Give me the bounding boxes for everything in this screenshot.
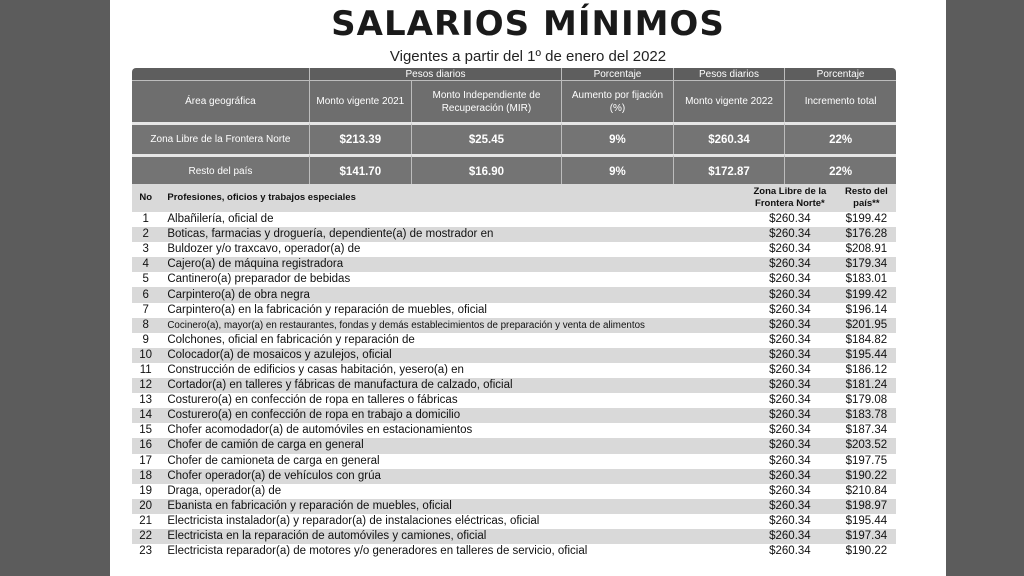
- row-number: 20: [132, 499, 159, 514]
- summary-header-area: Área geográfica: [132, 81, 310, 122]
- table-row: [132, 333, 896, 348]
- row-number: 16: [132, 438, 159, 453]
- row-profession-name: Draga, operador(a) de: [159, 484, 743, 499]
- summary-group-porcentaje-2: Porcentaje: [785, 68, 896, 81]
- row-zona-libre-value: $260.34: [743, 469, 837, 484]
- summary-group-pesos-diarios-1: Pesos diarios: [310, 68, 562, 81]
- row-resto-value: $187.34: [837, 423, 896, 438]
- row-resto-value: $210.84: [837, 484, 896, 499]
- row-zona-libre-value: $260.34: [743, 438, 837, 453]
- row-profession-name: Construcción de edificios y casas habitación, yesero(a) en: [159, 363, 743, 378]
- summary-cell-aumento: 9%: [562, 154, 674, 186]
- table-row: [132, 544, 896, 559]
- row-profession-name: Cocinero(a), mayor(a) en restaurantes, fondas y demás establecimientos de preparación y venta de alimentos: [159, 318, 743, 333]
- row-zona-libre-value: $260.34: [743, 287, 837, 302]
- row-resto-value: $181.24: [837, 378, 896, 393]
- row-resto-value: $195.44: [837, 348, 896, 363]
- table-row: [132, 454, 896, 469]
- document-page: [110, 0, 946, 576]
- row-resto-value: $197.34: [837, 529, 896, 544]
- row-number: 6: [132, 287, 159, 302]
- summary-group-porcentaje-1: Porcentaje: [562, 68, 674, 81]
- row-resto-value: $198.97: [837, 499, 896, 514]
- row-number: 3: [132, 242, 159, 257]
- row-number: 17: [132, 454, 159, 469]
- row-zona-libre-value: $260.34: [743, 499, 837, 514]
- row-number: 15: [132, 423, 159, 438]
- summary-cell-monto-2021: $141.70: [310, 154, 412, 186]
- professions-body: [132, 212, 896, 559]
- row-profession-name: Chofer operador(a) de vehículos con grúa: [159, 469, 743, 484]
- row-zona-libre-value: $260.34: [743, 318, 837, 333]
- row-number: 7: [132, 303, 159, 318]
- table-row: [132, 408, 896, 423]
- row-zona-libre-value: $260.34: [743, 529, 837, 544]
- row-number: 1: [132, 212, 159, 227]
- row-number: 9: [132, 333, 159, 348]
- row-profession-name: Costurero(a) en confección de ropa en trabajo a domicilio: [159, 408, 743, 423]
- row-number: 21: [132, 514, 159, 529]
- row-number: 11: [132, 363, 159, 378]
- row-profession-name: Boticas, farmacias y droguería, dependiente(a) de mostrador en: [159, 227, 743, 242]
- summary-row: [132, 122, 896, 154]
- row-resto-value: $179.34: [837, 257, 896, 272]
- row-number: 22: [132, 529, 159, 544]
- table-row: [132, 393, 896, 408]
- summary-cell-monto-2021: $213.39: [310, 122, 412, 154]
- row-profession-name: Cortador(a) en talleres y fábricas de manufactura de calzado, oficial: [159, 378, 743, 393]
- summary-header-mir: Monto Independiente de Recuperación (MIR): [412, 81, 562, 122]
- row-zona-libre-value: $260.34: [743, 423, 837, 438]
- summary-cell-mir: $16.90: [412, 154, 562, 186]
- professions-header-row: [132, 184, 896, 212]
- table-row: [132, 484, 896, 499]
- row-zona-libre-value: $260.34: [743, 378, 837, 393]
- summary-group-header-row: [132, 68, 896, 81]
- row-number: 5: [132, 272, 159, 287]
- row-resto-value: $186.12: [837, 363, 896, 378]
- summary-header-incremento: Incremento total: [785, 81, 896, 122]
- table-row: [132, 499, 896, 514]
- row-resto-value: $208.91: [837, 242, 896, 257]
- row-zona-libre-value: $260.34: [743, 242, 837, 257]
- summary-row: [132, 154, 896, 186]
- row-profession-name: Chofer de camión de carga en general: [159, 438, 743, 453]
- professions-header-no: No: [132, 184, 159, 212]
- row-number: 2: [132, 227, 159, 242]
- professions-header-resto: Resto del país**: [837, 184, 896, 212]
- table-row: [132, 514, 896, 529]
- row-profession-name: Chofer de camioneta de carga en general: [159, 454, 743, 469]
- row-number: 8: [132, 318, 159, 333]
- row-zona-libre-value: $260.34: [743, 227, 837, 242]
- row-zona-libre-value: $260.34: [743, 514, 837, 529]
- row-zona-libre-value: $260.34: [743, 272, 837, 287]
- table-row: [132, 257, 896, 272]
- row-number: 13: [132, 393, 159, 408]
- row-resto-value: $190.22: [837, 469, 896, 484]
- summary-cell-aumento: 9%: [562, 122, 674, 154]
- summary-cell-monto-2022: $260.34: [674, 122, 785, 154]
- table-row: [132, 303, 896, 318]
- row-zona-libre-value: $260.34: [743, 363, 837, 378]
- row-resto-value: $190.22: [837, 544, 896, 559]
- table-row: [132, 363, 896, 378]
- row-zona-libre-value: $260.34: [743, 454, 837, 469]
- row-number: 10: [132, 348, 159, 363]
- summary-cell-incremento: 22%: [785, 154, 896, 186]
- summary-cell-area: Zona Libre de la Frontera Norte: [132, 122, 310, 154]
- row-zona-libre-value: $260.34: [743, 348, 837, 363]
- summary-table: [132, 68, 896, 186]
- row-zona-libre-value: $260.34: [743, 303, 837, 318]
- table-row: [132, 287, 896, 302]
- row-profession-name: Chofer acomodador(a) de automóviles en estacionamientos: [159, 423, 743, 438]
- table-row: [132, 529, 896, 544]
- row-profession-name: Carpintero(a) en la fabricación y reparación de muebles, oficial: [159, 303, 743, 318]
- row-profession-name: Colocador(a) de mosaicos y azulejos, oficial: [159, 348, 743, 363]
- table-row: [132, 272, 896, 287]
- row-number: 4: [132, 257, 159, 272]
- page-subtitle: Vigentes a partir del 1º de enero del 2022: [389, 48, 667, 65]
- row-zona-libre-value: $260.34: [743, 212, 837, 227]
- row-profession-name: Electricista instalador(a) y reparador(a) de instalaciones eléctricas, oficial: [159, 514, 743, 529]
- summary-cell-area: Resto del país: [132, 154, 310, 186]
- row-zona-libre-value: $260.34: [743, 484, 837, 499]
- summary-cell-mir: $25.45: [412, 122, 562, 154]
- table-row: [132, 469, 896, 484]
- row-profession-name: Cantinero(a) preparador de bebidas: [159, 272, 743, 287]
- row-resto-value: $179.08: [837, 393, 896, 408]
- summary-header-row: [132, 81, 896, 122]
- row-profession-name: Electricista reparador(a) de motores y/o generadores en talleres de servicio, oficial: [159, 544, 743, 559]
- table-row: [132, 318, 896, 333]
- row-profession-name: Buldozer y/o traxcavo, operador(a) de: [159, 242, 743, 257]
- row-profession-name: Albañilería, oficial de: [159, 212, 743, 227]
- table-row: [132, 348, 896, 363]
- row-zona-libre-value: $260.34: [743, 408, 837, 423]
- row-resto-value: $196.14: [837, 303, 896, 318]
- summary-cell-incremento: 22%: [785, 122, 896, 154]
- summary-header-aumento: Aumento por fijación (%): [562, 81, 674, 122]
- row-resto-value: $176.28: [837, 227, 896, 242]
- summary-group-empty: [132, 68, 310, 81]
- row-profession-name: Electricista en la reparación de automóviles y camiones, oficial: [159, 529, 743, 544]
- row-number: 14: [132, 408, 159, 423]
- row-resto-value: $184.82: [837, 333, 896, 348]
- row-resto-value: $199.42: [837, 212, 896, 227]
- summary-group-pesos-diarios-2: Pesos diarios: [674, 68, 785, 81]
- row-number: 18: [132, 469, 159, 484]
- row-resto-value: $201.95: [837, 318, 896, 333]
- row-number: 12: [132, 378, 159, 393]
- row-zona-libre-value: $260.34: [743, 393, 837, 408]
- table-row: [132, 212, 896, 227]
- table-row: [132, 242, 896, 257]
- row-profession-name: Carpintero(a) de obra negra: [159, 287, 743, 302]
- row-resto-value: $195.44: [837, 514, 896, 529]
- professions-header-zona: Zona Libre de la Frontera Norte*: [743, 184, 837, 212]
- row-resto-value: $183.01: [837, 272, 896, 287]
- table-row: [132, 378, 896, 393]
- row-number: 23: [132, 544, 159, 559]
- summary-header-monto-2022: Monto vigente 2022: [674, 81, 785, 122]
- professions-table: [132, 184, 896, 559]
- table-row: [132, 438, 896, 453]
- row-profession-name: Ebanista en fabricación y reparación de muebles, oficial: [159, 499, 743, 514]
- summary-header-monto-2021: Monto vigente 2021: [310, 81, 412, 122]
- row-zona-libre-value: $260.34: [743, 257, 837, 272]
- row-number: 19: [132, 484, 159, 499]
- row-zona-libre-value: $260.34: [743, 333, 837, 348]
- table-row: [132, 423, 896, 438]
- row-resto-value: $203.52: [837, 438, 896, 453]
- row-resto-value: $183.78: [837, 408, 896, 423]
- summary-cell-monto-2022: $172.87: [674, 154, 785, 186]
- row-resto-value: $199.42: [837, 287, 896, 302]
- row-profession-name: Costurero(a) en confección de ropa en talleres o fábricas: [159, 393, 743, 408]
- row-zona-libre-value: $260.34: [743, 544, 837, 559]
- professions-header-name: Profesiones, oficios y trabajos especiales: [159, 184, 743, 212]
- row-profession-name: Cajero(a) de máquina registradora: [159, 257, 743, 272]
- page-title: SALARIOS MÍNIMOS: [331, 4, 725, 44]
- row-profession-name: Colchones, oficial en fabricación y reparación de: [159, 333, 743, 348]
- table-row: [132, 227, 896, 242]
- row-resto-value: $197.75: [837, 454, 896, 469]
